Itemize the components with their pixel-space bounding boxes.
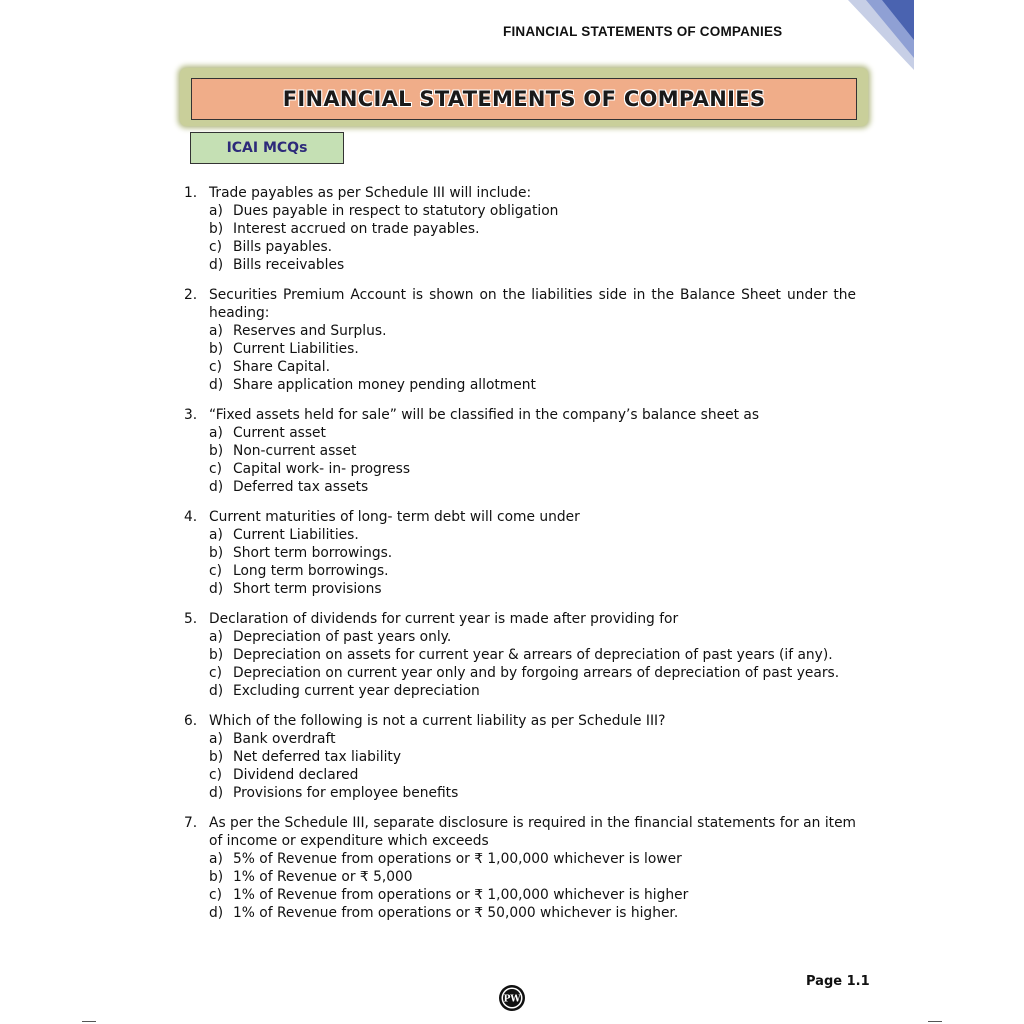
question-item: [184, 713, 856, 803]
option-item: [209, 731, 856, 749]
option-text: Depreciation on assets for current year & arrears of depreciation of past years (if any).: [233, 646, 833, 663]
option-text: Deferred tax assets: [233, 478, 369, 495]
question-stem: [184, 407, 856, 425]
option-item: [209, 905, 856, 923]
option-item: [209, 257, 856, 275]
question-stem: [184, 509, 856, 527]
option-label: a): [209, 202, 223, 219]
pw-logo-text: PW: [503, 994, 521, 1005]
option-text: Capital work- in- progress: [233, 460, 411, 477]
option-item: [209, 887, 856, 905]
question-text: Trade payables as per Schedule III will include:: [209, 185, 532, 201]
option-item: [209, 785, 856, 803]
option-label: a): [209, 526, 223, 543]
question-item: [184, 815, 856, 922]
option-item: [209, 545, 856, 563]
question-text: Declaration of dividends for current year is made after providing for: [209, 611, 679, 628]
section-tab-label: ICAI MCQs: [226, 140, 308, 156]
option-label: a): [209, 424, 223, 441]
option-item: [209, 869, 856, 887]
option-item: [209, 203, 856, 221]
option-label: d): [209, 904, 224, 921]
option-list: [184, 527, 856, 599]
question-number: 1.: [184, 185, 198, 201]
option-item: [209, 767, 856, 785]
question-item: [184, 287, 856, 394]
corner-decoration-icon: [848, 0, 914, 70]
option-label: d): [209, 580, 224, 597]
option-label: a): [209, 850, 223, 867]
option-label: c): [209, 562, 222, 579]
option-text: Interest accrued on trade payables.: [233, 220, 480, 237]
option-text: Bank overdraft: [233, 730, 336, 747]
option-item: [209, 323, 856, 341]
question-number: 2.: [184, 287, 198, 304]
option-text: Bills payables.: [233, 238, 333, 255]
option-list: [184, 731, 856, 803]
option-item: [209, 221, 856, 239]
option-label: a): [209, 730, 223, 747]
option-item: [209, 749, 856, 767]
option-text: Current asset: [233, 424, 326, 441]
question-item: [184, 509, 856, 599]
option-item: [209, 359, 856, 377]
crop-mark-left: [82, 1021, 96, 1022]
option-item: [209, 527, 856, 545]
option-label: d): [209, 784, 224, 801]
question-number: 7.: [184, 815, 198, 832]
option-text: Depreciation of past years only.: [233, 628, 452, 645]
option-text: 1% of Revenue or ₹ 5,000: [233, 868, 413, 885]
option-label: a): [209, 322, 223, 339]
question-stem: [184, 185, 856, 203]
option-item: [209, 683, 856, 701]
option-label: b): [209, 868, 224, 885]
question-item: [184, 185, 856, 275]
option-item: [209, 563, 856, 581]
option-text: Short term borrowings.: [233, 544, 393, 561]
option-item: [209, 629, 856, 647]
option-label: c): [209, 238, 222, 255]
question-stem: [184, 815, 856, 851]
option-label: b): [209, 748, 224, 765]
option-label: d): [209, 376, 224, 393]
option-text: Non-current asset: [233, 442, 357, 459]
question-text: “Fixed assets held for sale” will be classified in the company’s balance sheet as: [209, 406, 760, 423]
question-number: 4.: [184, 509, 198, 525]
option-item: [209, 425, 856, 443]
section-tab: [190, 132, 344, 164]
option-item: [209, 851, 856, 869]
option-label: a): [209, 628, 223, 645]
option-label: c): [209, 460, 222, 477]
option-text: Long term borrowings.: [233, 562, 389, 579]
pw-logo-icon: [498, 984, 526, 1012]
question-text: Current maturities of long- term debt will come under: [209, 509, 580, 525]
option-list: [184, 323, 856, 395]
option-text: 5% of Revenue from operations or ₹ 1,00,000 whichever is lower: [233, 850, 682, 867]
option-text: Current Liabilities.: [233, 340, 359, 357]
option-list: [184, 851, 856, 923]
question-item: [184, 407, 856, 497]
question-text: As per the Schedule III, separate disclosure is required in the financial statements for an item of income or expenditure which exceeds: [209, 815, 856, 849]
option-label: b): [209, 646, 224, 663]
option-label: b): [209, 340, 224, 357]
option-text: Depreciation on current year only and by forgoing arrears of depreciation of past years.: [233, 664, 840, 681]
option-label: d): [209, 478, 224, 495]
option-label: c): [209, 664, 222, 681]
question-item: [184, 611, 856, 701]
option-list: [184, 629, 856, 701]
option-text: Net deferred tax liability: [233, 748, 401, 765]
option-text: Share application money pending allotment: [233, 376, 536, 393]
option-text: Reserves and Surplus.: [233, 322, 387, 339]
title-banner: [191, 78, 857, 120]
option-label: b): [209, 220, 224, 237]
question-text: Which of the following is not a current liability as per Schedule III?: [209, 713, 666, 730]
option-list: [184, 425, 856, 497]
option-item: [209, 377, 856, 395]
question-stem: [184, 713, 856, 731]
question-list: [184, 185, 856, 935]
question-stem: [184, 287, 856, 323]
option-text: 1% of Revenue from operations or ₹ 50,000 whichever is higher.: [233, 904, 679, 921]
question-text: Securities Premium Account is shown on the liabilities side in the Balance Sheet under the heading:: [209, 287, 856, 321]
option-item: [209, 665, 856, 683]
running-header-title: FINANCIAL STATEMENTS OF COMPANIES: [503, 24, 783, 39]
option-list: [184, 203, 856, 275]
question-stem: [184, 611, 856, 629]
option-text: Share Capital.: [233, 358, 330, 375]
chapter-title: FINANCIAL STATEMENTS OF COMPANIES: [282, 87, 766, 111]
option-label: c): [209, 886, 222, 903]
option-item: [209, 461, 856, 479]
option-text: Current Liabilities.: [233, 526, 359, 543]
option-item: [209, 443, 856, 461]
option-item: [209, 581, 856, 599]
option-text: 1% of Revenue from operations or ₹ 1,00,000 whichever is higher: [233, 886, 689, 903]
crop-mark-right: [928, 1021, 942, 1022]
option-text: Dues payable in respect to statutory obligation: [233, 202, 559, 219]
option-label: d): [209, 256, 224, 273]
option-label: d): [209, 682, 224, 699]
option-text: Excluding current year depreciation: [233, 682, 480, 699]
option-text: Provisions for employee benefits: [233, 784, 459, 801]
option-item: [209, 647, 856, 665]
option-item: [209, 239, 856, 257]
option-text: Bills receivables: [233, 256, 345, 273]
question-number: 5.: [184, 611, 198, 628]
question-number: 6.: [184, 713, 198, 730]
question-number: 3.: [184, 406, 198, 423]
option-text: Dividend declared: [233, 766, 359, 783]
option-label: b): [209, 442, 224, 459]
option-label: c): [209, 766, 222, 783]
option-label: b): [209, 544, 224, 561]
option-text: Short term provisions: [233, 580, 382, 597]
page-number: Page 1.1: [806, 974, 870, 989]
option-item: [209, 341, 856, 359]
option-label: c): [209, 358, 222, 375]
option-item: [209, 479, 856, 497]
